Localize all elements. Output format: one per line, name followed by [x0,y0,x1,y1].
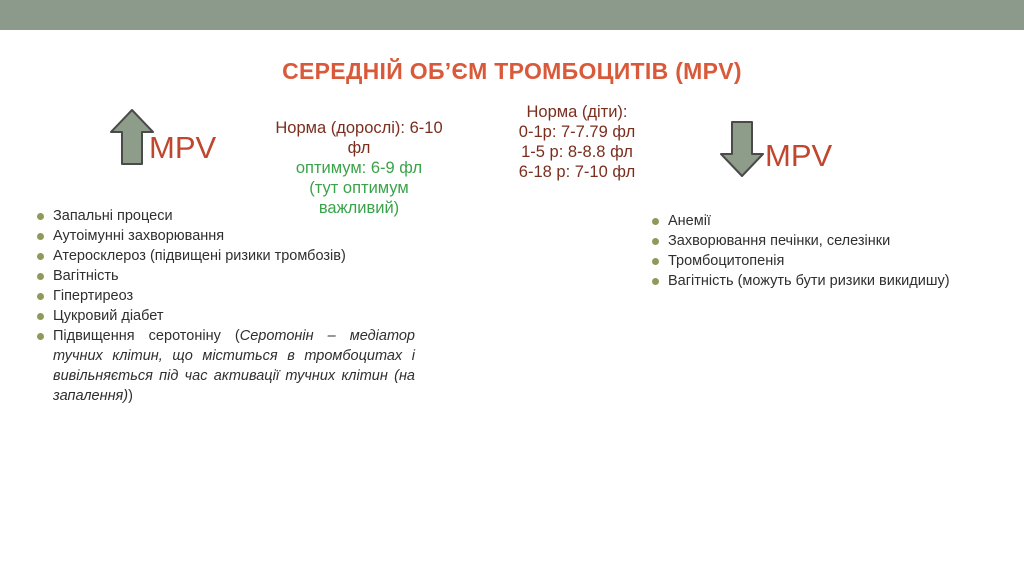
bullet-icon [37,293,44,300]
norm-adult-line1: Норма (дорослі): 6-10 [275,119,443,137]
bullet-icon [652,258,659,265]
bullet-icon [37,253,44,260]
top-bar [0,0,1024,30]
mpv-label-decrease: MPV [765,138,833,173]
list-item: Цукровий діабет [33,306,415,326]
list-item: Вагітність (можуть бути ризики викидишу) [648,271,1008,291]
bullet-icon [37,273,44,280]
norm-kids-row: 6-18 р: 7-10 фл [518,163,636,181]
list-item: Захворювання печінки, селезінки [648,231,1008,251]
bullet-icon [652,278,659,285]
bullet-icon [37,333,44,340]
serotonin-text: Підвищення серотоніну ( [53,328,240,344]
optimum-line3: важливий) [318,199,400,217]
mpv-label-increase: MPV [149,130,217,165]
list-item-serotonin: Підвищення серотоніну (Серотонін – медіатор тучних клітин, що міститься в тромбоцитах і вивільняється під час активації тучних клітин (на запалення)) [33,326,415,406]
bullet-icon [652,238,659,245]
list-item: Запальні процеси [33,206,415,226]
list-item: Аутоімунні захворювання [33,226,415,246]
bullet-icon [652,218,659,225]
list-item: Гіпертиреоз [33,286,415,306]
slide-title: СЕРЕДНІЙ ОБ’ЄМ ТРОМБОЦИТІВ (MPV) [282,58,742,84]
optimum-line1: оптимум: 6-9 фл [295,159,423,177]
norm-adult [250,118,468,218]
arrow-down-icon [719,120,765,178]
bullet-icon [37,313,44,320]
optimum-line2: (тут оптимум [309,179,409,197]
decrease-causes-list [648,211,1008,291]
list-item: Вагітність [33,266,415,286]
norm-kids-row: 0-1р: 7-7.79 фл [518,123,636,141]
norm-kids [488,102,666,182]
norm-kids-header: Норма (діти): [526,103,628,121]
list-item: Тромбоцитопенія [648,251,1008,271]
list-item: Анемії [648,211,1008,231]
list-item: Атеросклероз (підвищені ризики тромбозів) [33,246,415,266]
bullet-icon [37,233,44,240]
serotonin-note: Серотонін – медіатор тучних клітин, що міститься в тромбоцитах і вивільняється під час активації тучних клітин (на запалення) [53,328,415,404]
bullet-icon [37,213,44,220]
norm-kids-row: 1-5 р: 8-8.8 фл [521,143,633,161]
norm-adult-line2: фл [347,139,371,157]
increase-causes-list [33,206,415,406]
